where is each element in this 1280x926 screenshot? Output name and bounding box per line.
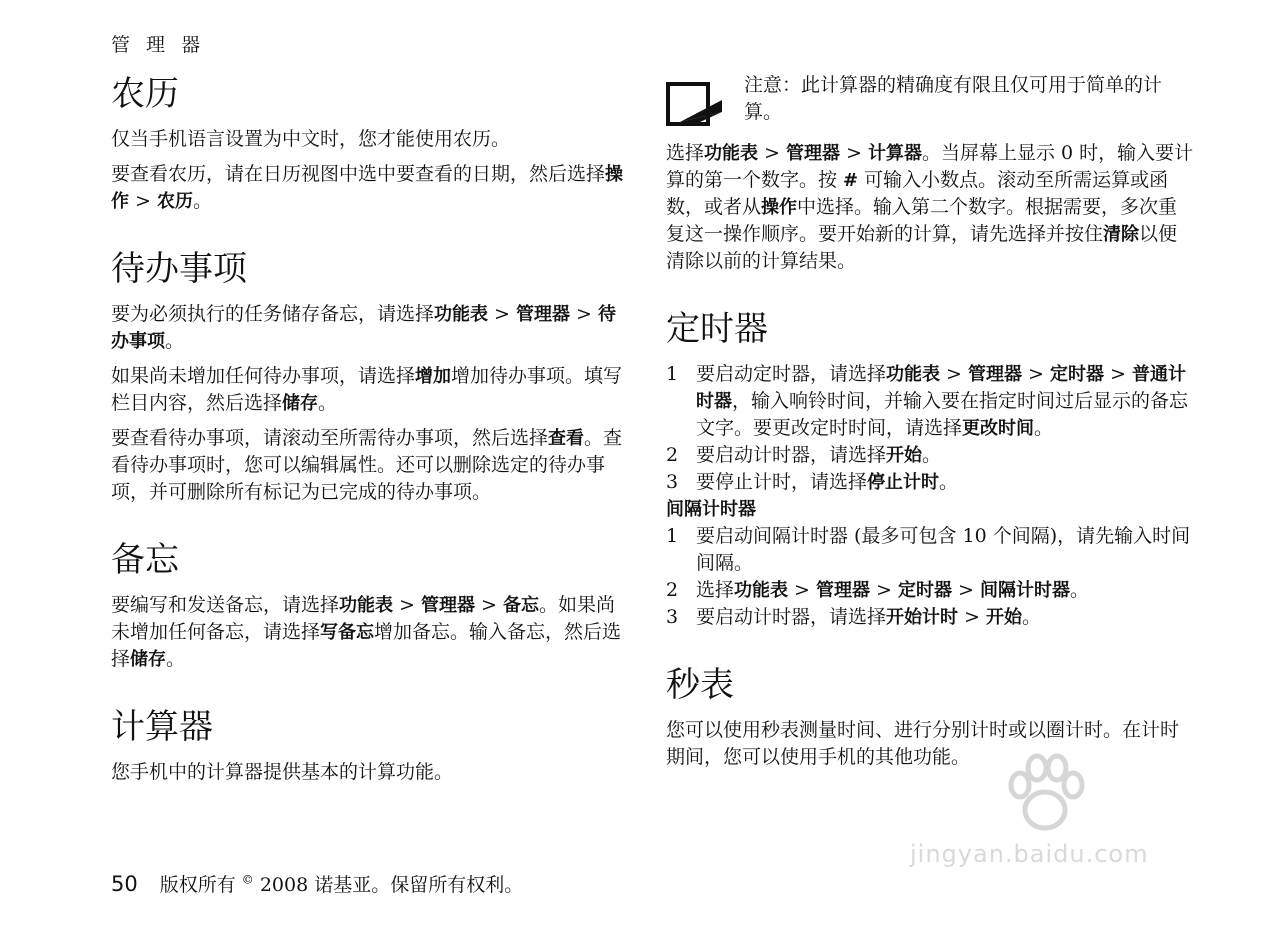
list-item: 2 选择功能表 > 管理器 > 定时器 > 间隔计时器。 (666, 579, 1090, 601)
list-item: 1 要启动定时器，请选择功能表 > 管理器 > 定时器 > 普通计时器，输入响铃时间，并输入要在指定时间过后显示的备忘文字。要更改定时时间，请选择更改时间。 (666, 363, 1189, 439)
list-item: 1 要启动间隔计时器 (最多可包含 10 个间隔)，请先输入时间间隔。 (666, 525, 1191, 574)
section-lunar (111, 70, 623, 215)
section-todo (111, 245, 623, 506)
todo-paragraph-3: 要查看待办事项，请滚动至所需待办事项，然后选择查看。查看待办事项时，您可以编辑属性。还可以删除选定的待办事项，并可删除所有标记为已完成的待办事项。 (111, 427, 623, 503)
section-title-timer: 定时器 (666, 309, 768, 349)
list-item: 3 要停止计时，请选择停止计时。 (666, 471, 959, 493)
todo-paragraph-1: 要为必须执行的任务储存备忘，请选择功能表 > 管理器 > 待办事项。 (111, 303, 617, 352)
section-timer (666, 305, 1194, 631)
menu-path-operate: 操作 (111, 164, 624, 212)
section-title-lunar: 农历 (111, 74, 179, 114)
todo-paragraph-2: 如果尚未增加任何待办事项，请选择增加增加待办事项。填写栏目内容，然后选择储存。 (111, 365, 623, 414)
section-title-memo: 备忘 (111, 540, 179, 580)
page-footer (111, 870, 523, 897)
copyright-text: 版权所有 © 2008 诺基亚。保留所有权利。 (159, 872, 524, 896)
section-title-calculator: 计算器 (111, 707, 213, 747)
note-icon (666, 82, 724, 126)
watermark-text: jingyan.baidu.com (910, 840, 1149, 868)
memo-paragraph-1: 要编写和发送备忘，请选择功能表 > 管理器 > 备忘。如果尚未增加任何备忘，请选择写备忘增加备忘。输入备忘，然后选择储存。 (111, 594, 622, 670)
section-title-todo: 待办事项 (111, 249, 247, 289)
copyright-symbol: © (241, 872, 254, 887)
list-item: 3 要启动计时器，请选择开始计时 > 开始。 (666, 606, 1042, 628)
interval-timer-steps (666, 523, 1194, 631)
paw-icon (1000, 750, 1090, 840)
note-text: 注意：此计算器的精确度有限且仅可用于简单的计算。 (744, 74, 1163, 123)
timer-steps (666, 361, 1194, 496)
calculator-instructions: 选择功能表 > 管理器 > 计算器。当屏幕上显示 0 时，输入要计算的第一个数字。按 # 可输入小数点。滚动至所需运算或函数，或者从操作中选择。输入第二个数字。根据需要，多次重复这一操作顺序。要开始新的计算，请先选择并按住清除以便清除以前的计算结果。 (666, 142, 1194, 272)
page-number: 50 (111, 872, 138, 896)
section-title-stopwatch: 秒表 (666, 665, 734, 705)
right-column (666, 72, 1194, 771)
menu-path-lunar: 农历 (157, 191, 193, 212)
lunar-paragraph-1: 仅当手机语言设置为中文时，您才能使用农历。 (111, 128, 511, 150)
note-label: 注意： (744, 74, 802, 96)
left-column (111, 70, 623, 786)
note-box (666, 72, 1194, 126)
list-item: 2 要启动计时器，请选择开始。 (666, 444, 942, 466)
interval-timer-subhead: 间隔计时器 (666, 499, 756, 520)
running-head: 管 理 器 (111, 34, 206, 56)
section-calculator (111, 703, 623, 786)
section-memo (111, 536, 623, 673)
watermark (900, 740, 1200, 870)
stopwatch-paragraph-1: 您可以使用秒表测量时间、进行分别计时或以圈计时。在计时期间，您可以使用手机的其他功能。 (666, 719, 1180, 768)
lunar-paragraph-2: 要查看农历，请在日历视图中选中要查看的日期，然后选择操作 > 农历。 (111, 163, 624, 212)
hash-key: # (843, 170, 859, 191)
calculator-paragraph-1: 您手机中的计算器提供基本的计算功能。 (111, 761, 454, 783)
